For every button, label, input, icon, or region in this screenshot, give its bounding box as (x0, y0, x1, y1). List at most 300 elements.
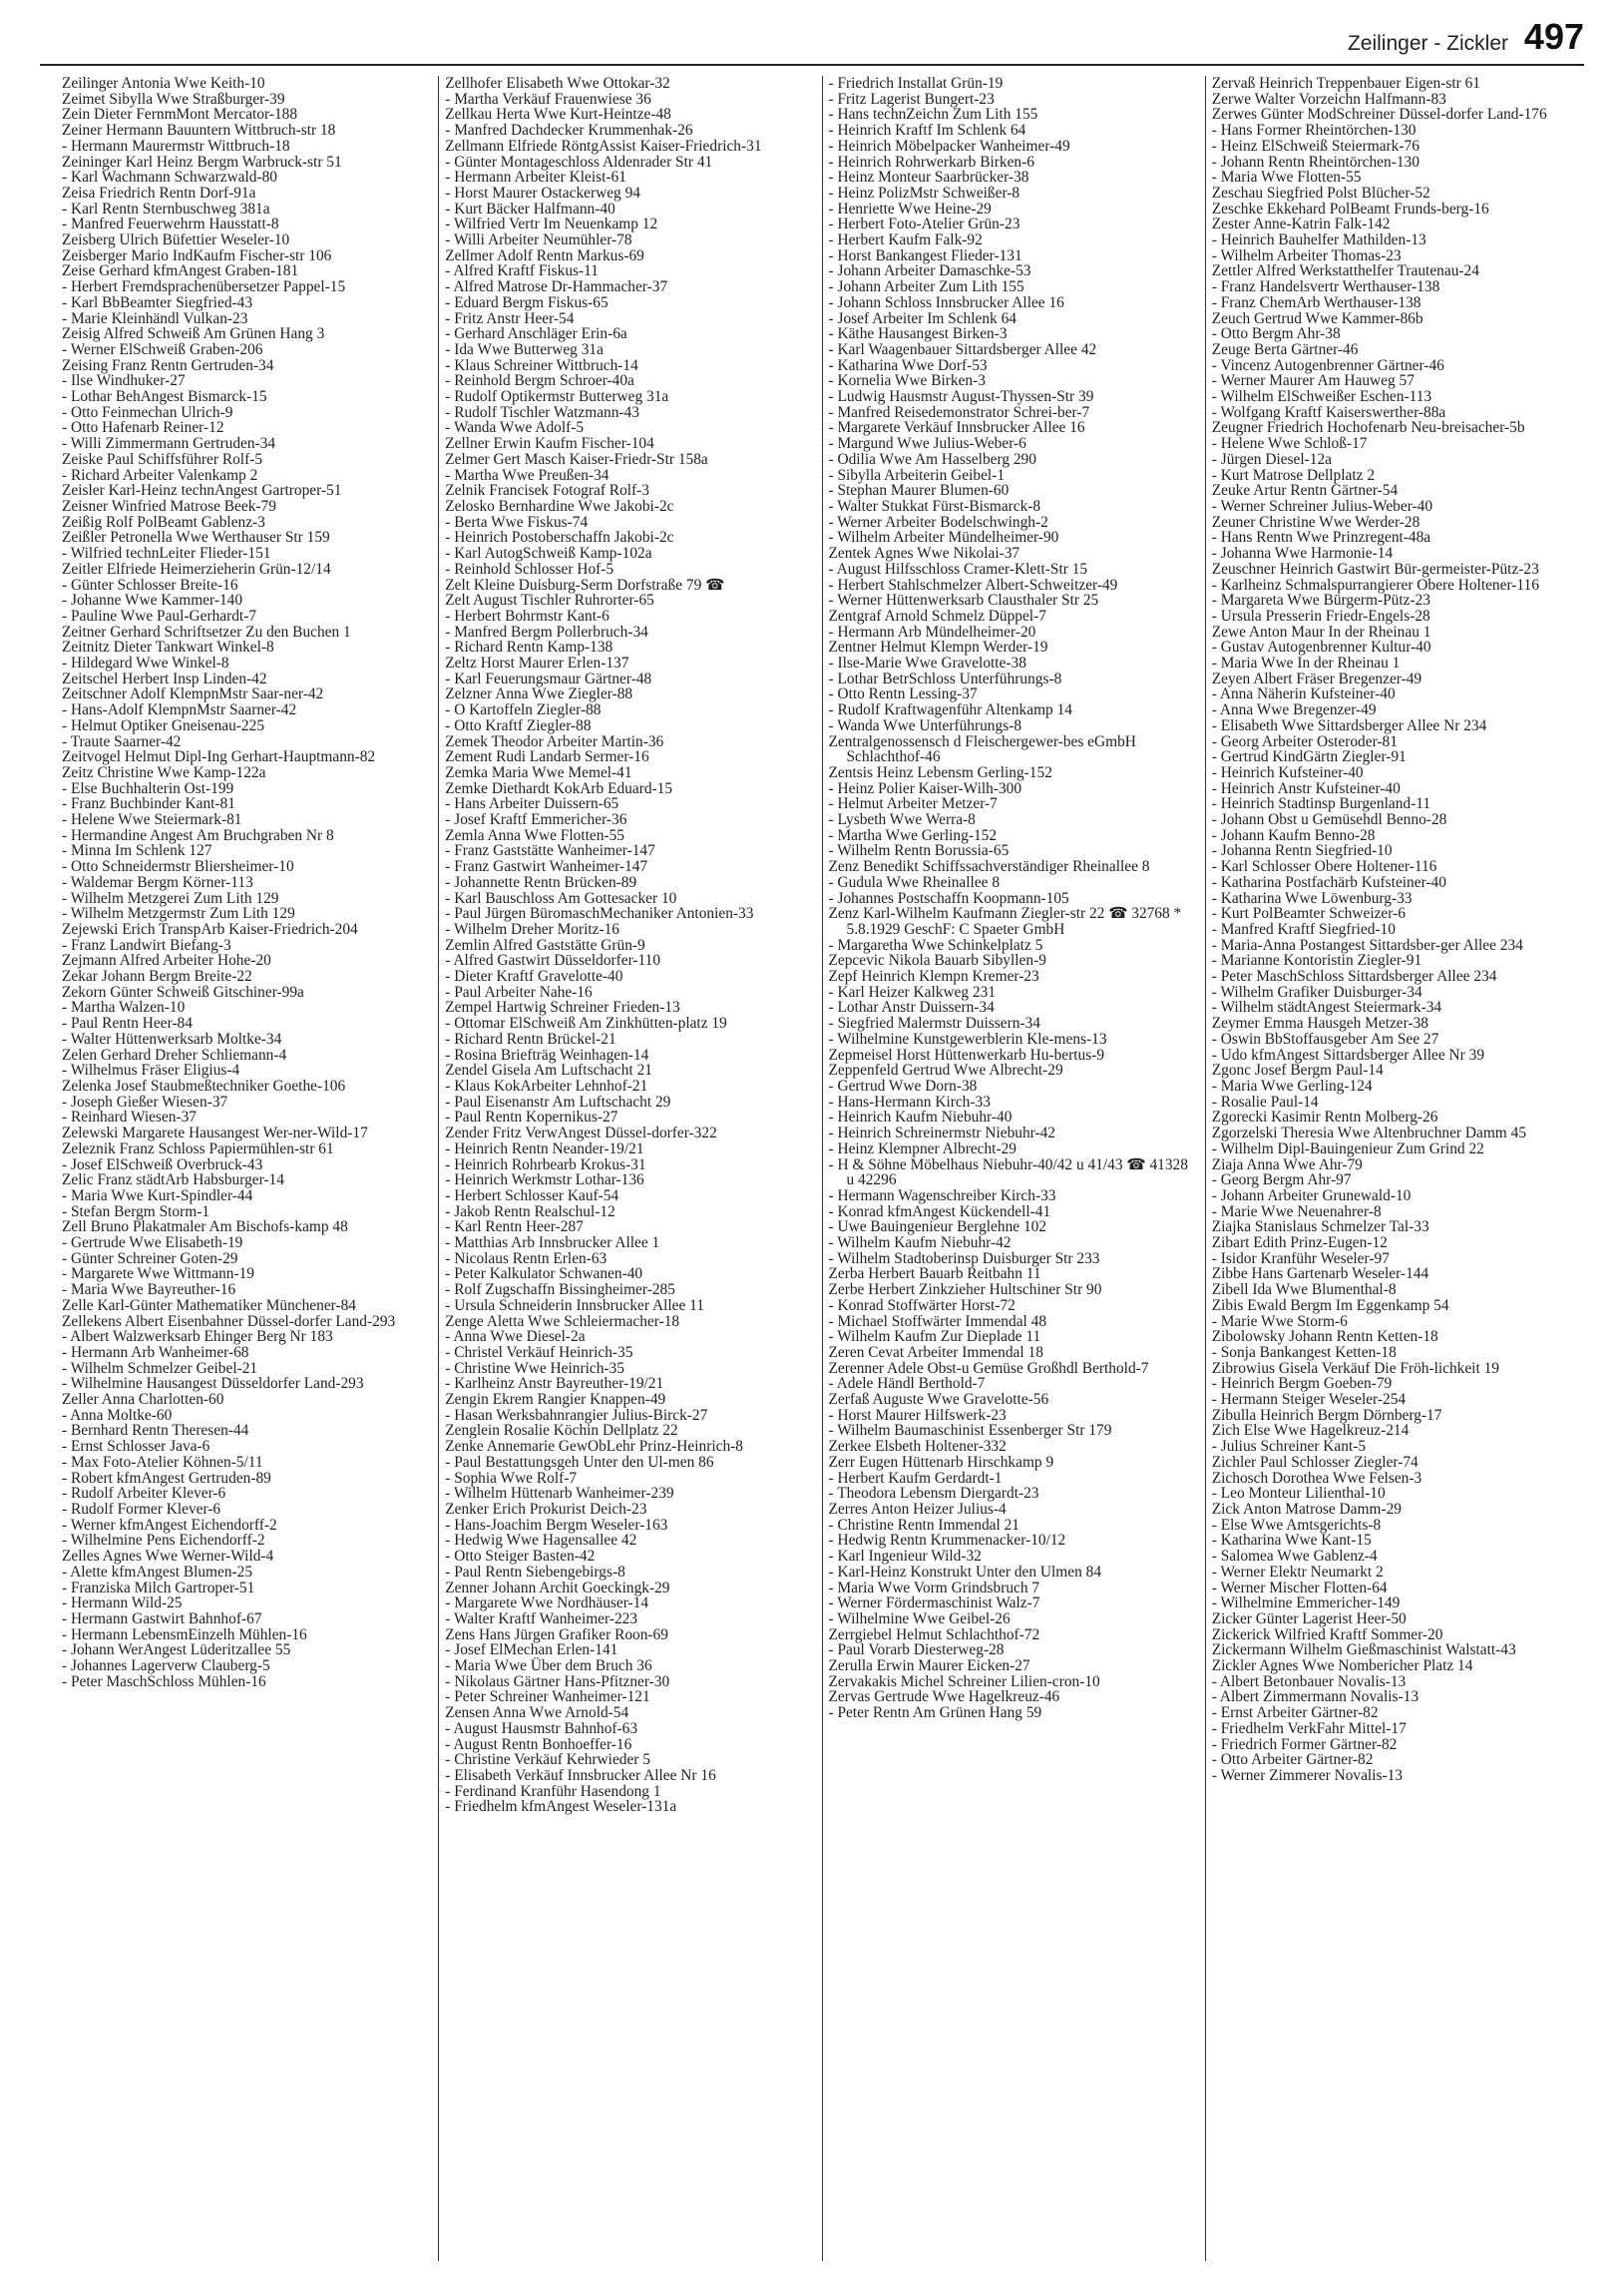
directory-entry: - Ilse-Marie Wwe Gravelotte-38 (828, 655, 1026, 673)
directory-entry: - Helene Wwe Schloß-17 (1211, 435, 1368, 453)
directory-entry: - Albert Walzwerksarb Ehinger Berg Nr 183 (62, 1328, 333, 1346)
directory-column-2 (438, 76, 821, 2261)
directory-entry: - August Hausmstr Bahnhof-63 (445, 1719, 638, 1737)
directory-entry: Zender Fritz VerwAngest Düssel-dorfer-322 (445, 1125, 717, 1142)
directory-entry: Zeitz Christine Wwe Kamp-122a (62, 763, 266, 781)
directory-entry: Zeschau Siegfried Polst Blücher-52 (1211, 184, 1430, 202)
directory-entry: - Wilhelmine Pens Eichendorff-2 (62, 1532, 265, 1550)
directory-entry: - Peter MaschSchloss Mühlen-16 (62, 1672, 266, 1690)
directory-entry: - Maria Wwe Gerling-124 (1211, 1078, 1373, 1095)
directory-entry: - Albert Zimmermann Novalis-13 (1211, 1688, 1420, 1706)
directory-entry: - Rudolf Kraftwagenführ Altenkamp 14 (828, 701, 1072, 719)
directory-entry: - Ilse Windhuker-27 (62, 372, 186, 390)
directory-entry: - Kurt Matrose Dellplatz 2 (1211, 466, 1376, 484)
directory-entry: - Margarete Wwe Nordhäuser-14 (445, 1595, 649, 1612)
directory-entry: Zeitler Elfriede Heimerzieherin Grün-12/14 (62, 560, 331, 578)
directory-entry: - Willi Arbeiter Neumühler-78 (445, 231, 632, 249)
directory-entry: - Adele Händl Berthold-7 (828, 1375, 986, 1393)
directory-entry: - Wanda Wwe Unterführungs-8 (828, 716, 1022, 734)
directory-entry: - Wilhelmine Emmericher-149 (1211, 1595, 1401, 1612)
directory-entry: - Leo Monteur Lilienthal-10 (1211, 1485, 1386, 1503)
directory-entry: - Herbert Fremdsprachenübersetzer Pappel-15 (62, 278, 346, 296)
directory-entry: - Heinrich Rohrbearb Krokus-31 (445, 1155, 646, 1173)
directory-entry: - Kurt Bäcker Halfmann-40 (445, 200, 615, 218)
directory-entry: Zibell Ida Wwe Blumenthal-8 (1211, 1281, 1397, 1299)
directory-entry: - Herbert Stahlschmelzer Albert-Schweitzer-49 (828, 576, 1118, 594)
directory-entry: - Katharina Wwe Kant-15 (1211, 1532, 1372, 1550)
directory-entry: - Otto Hafenarb Reiner-12 (62, 419, 224, 437)
directory-entry: Zelosko Bernhardine Wwe Jakobi-2c (445, 497, 674, 515)
directory-entry: - Margarete Wwe Wittmann-19 (62, 1265, 254, 1283)
directory-entry: Zerres Anton Heizer Julius-4 (828, 1500, 1007, 1518)
directory-entry: - Fritz Lagerist Bungert-23 (828, 90, 995, 108)
directory-entry: Zekar Johann Bergm Breite-22 (62, 968, 252, 986)
directory-entry: - Hans-Hermann Kirch-33 (828, 1093, 991, 1111)
directory-entry: Zellmann Elfriede RöntgAssist Kaiser-Friedrich-31 (445, 137, 762, 155)
directory-entry: - Jürgen Diesel-12a (1211, 450, 1332, 468)
directory-entry: - Reinhold Bergm Schroer-40a (445, 372, 634, 390)
directory-entry: - Werner Elektr Neumarkt 2 (1211, 1563, 1384, 1581)
directory-entry: Zeisig Alfred Schweiß Am Grünen Hang 3 (62, 325, 325, 343)
directory-entry: Ziaja Anna Wwe Ahr-79 (1211, 1155, 1363, 1173)
directory-entry: - Wilhelm städtAngest Steiermark-34 (1211, 999, 1442, 1017)
directory-entry: Zell Bruno Plakatmaler Am Bischofs-kamp 48 (62, 1218, 348, 1236)
directory-entry: Zemek Theodor Arbeiter Martin-36 (445, 732, 664, 750)
directory-entry: Zervas Gertrude Wwe Hagelkreuz-46 (828, 1688, 1060, 1706)
directory-entry: Zeitvogel Helmut Dipl-Ing Gerhart-Hauptmann-82 (62, 748, 376, 766)
directory-entry: - Manfred Feuerwehrm Hausstatt-8 (62, 216, 279, 233)
directory-entry: - Johann Arbeiter Grunewald-10 (1211, 1186, 1412, 1204)
directory-entry: - Heinrich Stadtinsp Burgenland-11 (1211, 795, 1431, 813)
directory-entry: - Uwe Bauingenieur Berglehne 102 (828, 1218, 1047, 1236)
directory-entry: Zelnik Francisek Fotograf Rolf-3 (445, 482, 649, 500)
directory-entry: - Werner Schreiner Julius-Weber-40 (1211, 497, 1433, 515)
directory-entry: - Johanne Wwe Kammer-140 (62, 592, 243, 610)
directory-entry: - Franz Gastwirt Wanheimer-147 (445, 858, 648, 876)
directory-entry: Zichosch Dorothea Wwe Felsen-3 (1211, 1469, 1422, 1487)
directory-entry: Zickermann Wilhelm Gießmaschinist Walstatt-43 (1211, 1641, 1516, 1659)
directory-entry: - Matthias Arb Innsbrucker Allee 1 (445, 1234, 660, 1252)
directory-entry: - Christine Wwe Heinrich-35 (445, 1359, 624, 1377)
directory-entry: - Ursula Presserin Friedr-Engels-28 (1211, 607, 1430, 625)
directory-entry: - Pauline Wwe Paul-Gerhardt-7 (62, 607, 257, 625)
directory-entry: - Karl AutogSchweiß Kamp-102a (445, 545, 652, 563)
directory-entry: - Lothar Anstr Duissern-34 (828, 999, 995, 1017)
directory-entry: - Christine Verkäuf Kehrwieder 5 (445, 1751, 650, 1769)
directory-entry: - Heinrich Postoberschaffn Jakobi-2c (445, 529, 674, 547)
directory-entry: - Paul Vorarb Diesterweg-28 (828, 1641, 1005, 1659)
directory-entry: - Sophia Wwe Rolf-7 (445, 1469, 578, 1487)
directory-entry: Zensen Anna Wwe Arnold-54 (445, 1704, 629, 1722)
directory-entry: - Friedrich Installat Grün-19 (828, 76, 1004, 92)
directory-entry: Zickler Agnes Wwe Nombericher Platz 14 (1211, 1657, 1473, 1675)
directory-entry: - Richard Arbeiter Valenkamp 2 (62, 466, 258, 484)
directory-entry: - Maria Wwe Bayreuther-16 (62, 1281, 236, 1299)
directory-entry: - Siegfried Malermstr Duissern-34 (828, 1015, 1040, 1033)
directory-entry: Zeisberg Ulrich Büfettier Weseler-10 (62, 231, 290, 249)
directory-entry: - Margareta Wwe Bürgerm-Pütz-23 (1211, 592, 1430, 610)
directory-entry: Zerbe Herbert Zinkzieher Hultschiner Str 90 (828, 1281, 1102, 1299)
directory-entry: - Werner Mischer Flotten-64 (1211, 1579, 1388, 1596)
directory-entry: - Fritz Anstr Heer-54 (445, 309, 575, 327)
directory-entry: Zeimet Sibylla Wwe Straßburger-39 (62, 90, 285, 108)
directory-entry: Zerenner Adele Obst-u Gemüse Großhdl Berthold-7 (828, 1359, 1149, 1377)
directory-entry: Zenglein Rosalie Köchin Dellplatz 22 (445, 1422, 678, 1440)
directory-entry: - Richard Rentn Kamp-138 (445, 639, 613, 657)
directory-entry: - Martha Verkäuf Frauenwiese 36 (445, 90, 651, 108)
directory-entry: - Peter Kalkulator Schwanen-40 (445, 1265, 643, 1283)
directory-entry: - Karl BbBeamter Siegfried-43 (62, 293, 253, 311)
directory-entry: Zeisner Winfried Matrose Beek-79 (62, 497, 276, 515)
directory-entry: - Friedrich Former Gärtner-82 (1211, 1735, 1398, 1753)
directory-entry: Zeller Anna Charlotten-60 (62, 1391, 224, 1409)
directory-entry: - Minna Im Schlenk 127 (62, 842, 212, 860)
directory-entry: - Heinrich Werkmstr Lothar-136 (445, 1171, 644, 1189)
directory-entry: Zettler Alfred Werkstatthelfer Trautenau-24 (1211, 262, 1479, 280)
directory-entry: Zervaß Heinrich Treppenbauer Eigen-str 61 (1211, 76, 1481, 92)
directory-entry: - Wilhelm Kaufm Niebuhr-42 (828, 1234, 1012, 1252)
directory-entry: Zeisa Friedrich Rentn Dorf-91a (62, 184, 256, 202)
directory-entry: - Wilhelm Arbeiter Thomas-23 (1211, 246, 1402, 264)
directory-entry: - Hermann Arb Mündelheimer-20 (828, 623, 1036, 641)
directory-entry: - Maria Wwe In der Rheinau 1 (1211, 655, 1401, 673)
directory-entry: - Wilhelmus Fräser Eligius-4 (62, 1062, 240, 1080)
directory-entry: - Gertrud Wwe Dorn-38 (828, 1078, 978, 1095)
directory-entry: - Vincenz Autogenbrenner Gärtner-46 (1211, 356, 1444, 374)
directory-entry: - Hermann Wagenschreiber Kirch-33 (828, 1186, 1056, 1204)
directory-entry: - Nikolaus Gärtner Hans-Pfitzner-30 (445, 1672, 670, 1690)
directory-entry: Zibart Edith Prinz-Eugen-12 (1211, 1234, 1388, 1252)
directory-entry: - Ida Wwe Butterweg 31a (445, 340, 604, 358)
directory-entry: - Katharina Wwe Dorf-53 (828, 356, 988, 374)
directory-entry: - Hans Arbeiter Duissern-65 (445, 795, 619, 813)
directory-entry: - Wilhelmine Wwe Geibel-26 (828, 1609, 1011, 1627)
directory-entry: - Günter Montageschloss Aldenrader Str 41 (445, 153, 713, 171)
directory-entry: - Rosalie Paul-14 (1211, 1093, 1319, 1111)
directory-entry: - Kurt PolBeamter Schweizer-6 (1211, 905, 1406, 923)
directory-entry: - Hermann Steiger Weseler-254 (1211, 1391, 1407, 1409)
directory-entry: - Hermann LebensmEinzelh Mühlen-16 (62, 1625, 307, 1643)
directory-entry: - Christine Rentn Immendal 21 (828, 1516, 1019, 1534)
directory-entry: - Gudula Wwe Rheinallee 8 (828, 873, 1001, 891)
directory-entry: - Heinrich Schreinermstr Niebuhr-42 (828, 1125, 1055, 1142)
directory-entry: - Salomea Wwe Gablenz-4 (1211, 1548, 1378, 1566)
directory-entry: - Anna Wwe Diesel-2a (445, 1328, 586, 1346)
directory-entry: Zekorn Günter Schweiß Gitschiner-99a (62, 983, 304, 1001)
directory-entry: Zeininger Karl Heinz Bergm Warbruck-str 51 (62, 153, 342, 171)
directory-entry: - Rudolf Former Klever-6 (62, 1500, 221, 1518)
directory-entry: - Christel Verkäuf Heinrich-35 (445, 1343, 633, 1361)
directory-entry: - Rudolf Optikermstr Butterweg 31a (445, 388, 669, 406)
directory-entry: - Günter Schlosser Breite-16 (62, 576, 238, 594)
directory-entry: - Traute Saarner-42 (62, 732, 182, 750)
directory-entry: Zejmann Alfred Arbeiter Hohe-20 (62, 952, 271, 970)
directory-entry: - Peter Rentn Am Grünen Hang 59 (828, 1704, 1042, 1722)
directory-entry: Zentralgenossensch d Fleischergewer-bes eGmbH Schlachthof-46 (828, 732, 1136, 766)
directory-entry: - Wilhelm Stadtoberinsp Duisburger Str 233 (828, 1249, 1100, 1267)
directory-entry: - Konrad Stoffwärter Horst-72 (828, 1296, 1015, 1314)
directory-entry: Zeyen Albert Fräser Bregenzer-49 (1211, 670, 1422, 687)
directory-entry: Zemke Diethardt KokArb Eduard-15 (445, 779, 673, 797)
directory-entry: - Walter Stukkat Fürst-Bismarck-8 (828, 497, 1041, 515)
directory-entry: - Heinrich Bauhelfer Mathilden-13 (1211, 231, 1426, 249)
directory-entry: - Heinrich Kaufm Niebuhr-40 (828, 1109, 1013, 1127)
directory-entry: Zelenka Josef Staubmeßtechniker Goethe-106 (62, 1078, 346, 1095)
directory-entry: - Otto Arbeiter Gärtner-82 (1211, 1751, 1374, 1769)
directory-entry: Zeppenfeld Gertrud Wwe Albrecht-29 (828, 1062, 1063, 1080)
directory-entry: Zicker Günter Lagerist Heer-50 (1211, 1609, 1407, 1627)
directory-entry: Zeißler Petronella Wwe Werthauser Str 159 (62, 529, 330, 547)
directory-entry: Zengin Ekrem Rangier Knappen-49 (445, 1391, 666, 1409)
directory-entry: Zich Else Wwe Hagelkreuz-214 (1211, 1422, 1410, 1440)
directory-entry: - Rudolf Tischler Watzmann-43 (445, 403, 639, 421)
directory-entry: - Franziska Milch Gartroper-51 (62, 1579, 255, 1596)
directory-entry: - Johann Arbeiter Zum Lith 155 (828, 278, 1024, 296)
directory-entry: - Heinz ElSchweiß Steiermark-76 (1211, 137, 1420, 155)
directory-entry: Zemlin Alfred Gaststätte Grün-9 (445, 936, 645, 954)
directory-entry: - Anna Moltke-60 (62, 1406, 173, 1424)
directory-entry: Zentner Helmut Klempn Werder-19 (828, 639, 1048, 657)
directory-entry: Ziajka Stanislaus Schmelzer Tal-33 (1211, 1218, 1429, 1236)
directory-entry: Zeleznik Franz Schloss Papiermühlen-str 61 (62, 1140, 334, 1157)
directory-column-3 (822, 76, 1205, 2261)
directory-entry: - Joseph Gießer Wiesen-37 (62, 1093, 228, 1111)
directory-entry: - Wilhelm Hüttenarb Wanheimer-239 (445, 1485, 674, 1503)
directory-entry: - Anna Wwe Bregenzer-49 (1211, 701, 1377, 719)
directory-entry: - Otto Kraftf Ziegler-88 (445, 716, 592, 734)
directory-entry: - Willi Zimmermann Gertruden-34 (62, 435, 276, 453)
directory-entry: - Heinz PolizMstr Schweißer-8 (828, 184, 1020, 202)
directory-entry: - Johann Arbeiter Damaschke-53 (828, 262, 1031, 280)
directory-entry: Zick Anton Matrose Damm-29 (1211, 1500, 1402, 1518)
directory-entry: Zellekens Albert Eisenbahner Düssel-dorfer Land-293 (62, 1312, 396, 1330)
directory-entry: Zgorecki Kasimir Rentn Molberg-26 (1211, 1109, 1438, 1127)
directory-entry: - Ludwig Hausmstr August-Thyssen-Str 39 (828, 388, 1094, 406)
directory-entry: Zepcevic Nikola Bauarb Sibyllen-9 (828, 952, 1046, 970)
directory-entry: - Ferdinand Kranführ Hasendong 1 (445, 1782, 661, 1800)
directory-entry: Zejewski Erich TranspArb Kaiser-Friedrich-204 (62, 920, 358, 938)
directory-entry: - Wilhelm Arbeiter Mündelheimer-90 (828, 529, 1059, 547)
running-title: Zeilinger - Zickler (1347, 32, 1508, 55)
directory-entry: Zellmer Adolf Rentn Markus-69 (445, 246, 644, 264)
directory-entry: - Elisabeth Verkäuf Innsbrucker Allee Nr 16 (445, 1766, 716, 1784)
directory-entry: Zelic Franz städtArb Habsburger-14 (62, 1171, 284, 1189)
directory-entry: - Marie Wwe Neuenahrer-8 (1211, 1202, 1382, 1220)
directory-entry: - Reinhold Schlosser Hof-5 (445, 560, 614, 578)
directory-entry: - Käthe Hausangest Birken-3 (828, 325, 1008, 343)
directory-entry: - Theodora Lebensm Diergardt-23 (828, 1485, 1039, 1503)
directory-entry: - Wilhelmine Hausangest Düsseldorfer Land-293 (62, 1375, 364, 1393)
directory-entry: Zibolowsky Johann Rentn Ketten-18 (1211, 1328, 1438, 1346)
directory-entry: - Klaus Schreiner Wittbruch-14 (445, 356, 638, 374)
directory-entry: - Udo kfmAngest Sittardsberger Allee Nr 39 (1211, 1046, 1485, 1064)
directory-entry: - Albert Betonbauer Novalis-13 (1211, 1672, 1407, 1690)
directory-entry: Zeiske Paul Schiffsführer Rolf-5 (62, 450, 263, 468)
directory-entry: Zeltz Horst Maurer Erlen-137 (445, 655, 629, 673)
directory-entry: - Elisabeth Wwe Sittardsberger Allee Nr 234 (1211, 716, 1487, 734)
directory-entry: - Nicolaus Rentn Erlen-63 (445, 1249, 608, 1267)
directory-entry: - Werner Zimmerer Novalis-13 (1211, 1766, 1403, 1784)
directory-entry: Zerulla Erwin Maurer Eicken-27 (828, 1657, 1030, 1675)
directory-entry: - Karl Waagenbauer Sittardsberger Allee 42 (828, 340, 1097, 358)
directory-entry: - Horst Bankangest Flieder-131 (828, 246, 1022, 264)
directory-entry: - Katharina Wwe Löwenburg-33 (1211, 889, 1413, 907)
directory-entry: - Odilia Wwe Am Hasselberg 290 (828, 450, 1036, 468)
directory-entry: - Wilhelm Kaufm Zur Dieplade 11 (828, 1328, 1041, 1346)
directory-entry: Zerrgiebel Helmut Schlachthof-72 (828, 1625, 1040, 1643)
directory-entry: - Marianne Kontoristin Ziegler-91 (1211, 952, 1422, 970)
directory-entry: - Karl-Heinz Konstrukt Unter den Ulmen 84 (828, 1563, 1102, 1581)
directory-entry: - Wilhelm ElSchweißer Eschen-113 (1211, 388, 1432, 406)
directory-entry: - Karl Bauschloss Am Gottesacker 10 (445, 889, 677, 907)
directory-entry: - Wilhelm Grafiker Duisburger-34 (1211, 983, 1422, 1001)
directory-entry: - Horst Maurer Ostackerweg 94 (445, 184, 640, 202)
directory-entry: - Else Buchhalterin Ost-199 (62, 779, 234, 797)
directory-entry: - Manfred Reisedemonstrator Schrei-ber-7 (828, 403, 1090, 421)
directory-entry: - Alfred Gastwirt Düsseldorfer-110 (445, 952, 661, 970)
directory-entry: Zendel Gisela Am Luftschacht 21 (445, 1062, 652, 1080)
directory-entry: - Hermandine Angest Am Bruchgraben Nr 8 (62, 826, 334, 844)
directory-entry: - Wilhelm Baumaschinist Essenberger Str 179 (828, 1422, 1112, 1440)
directory-entry: - Franz Gaststätte Wanheimer-147 (445, 842, 655, 860)
directory-entry: Zeuschner Heinrich Gastwirt Bür-germeister-Pütz-23 (1211, 560, 1539, 578)
directory-entry: - Josef Kraftf Emmericher-36 (445, 811, 627, 829)
directory-entry: - Werner Fördermaschinist Walz-7 (828, 1595, 1040, 1612)
directory-entry: Zickerick Wilfried Kraftf Sommer-20 (1211, 1625, 1443, 1643)
directory-entry: Zentsis Heinz Lebensm Gerling-152 (828, 763, 1052, 781)
directory-entry: - Martha Walzen-10 (62, 999, 186, 1017)
directory-entry: - Else Wwe Amtsgerichts-8 (1211, 1516, 1382, 1534)
directory-entry: - Werner Arbeiter Bodelschwingh-2 (828, 513, 1048, 531)
directory-entry: Zewe Anton Maur In der Rheinau 1 (1211, 623, 1431, 641)
directory-entry: Zenge Aletta Wwe Schleiermacher-18 (445, 1312, 680, 1330)
directory-entry: Zgonc Josef Bergm Paul-14 (1211, 1062, 1384, 1080)
directory-entry: - Max Foto-Atelier Köhnen-5/11 (62, 1453, 263, 1471)
directory-entry: - Wilfried technLeiter Flieder-151 (62, 545, 271, 563)
directory-entry: Zelt Kleine Duisburg-Serm Dorfstraße 79 ☎ (445, 576, 725, 594)
directory-entry: - Helene Wwe Steiermark-81 (62, 811, 242, 829)
directory-entry: - Hermann Wild-25 (62, 1595, 183, 1612)
directory-entry: Zerba Herbert Bauarb Reitbahn 11 (828, 1265, 1041, 1283)
directory-entry: - Hermann Maurermstr Wittbruch-18 (62, 137, 290, 155)
directory-entry: Zerkee Elsbeth Holtener-332 (828, 1438, 1007, 1456)
directory-entry: Zervakakis Michel Schreiner Lilien-cron-10 (828, 1672, 1100, 1690)
directory-entry: - Heinrich Möbelpacker Wanheimer-49 (828, 137, 1070, 155)
directory-entry: - Karl Wachmann Schwarzwald-80 (62, 169, 278, 187)
directory-entry: Zellkau Herta Wwe Kurt-Heintze-48 (445, 106, 671, 124)
directory-entry: - Friedhelm kfmAngest Weseler-131a (445, 1798, 677, 1816)
directory-entry: - Margaretha Wwe Schinkelplatz 5 (828, 936, 1043, 954)
directory-entry: - Gertrud KindGärtn Ziegler-91 (1211, 748, 1407, 766)
directory-entry: - Otto Schneidermstr Bliersheimer-10 (62, 858, 294, 876)
directory-entry: - Paul Jürgen BüromaschMechaniker Antonien-33 (445, 905, 754, 923)
directory-entry: - Johann Kaufm Benno-28 (1211, 826, 1376, 844)
directory-entry: - Martha Wwe Preußen-34 (445, 466, 609, 484)
directory-entry: - Wolfgang Kraftf Kaiserswerther-88a (1211, 403, 1446, 421)
directory-entry: - Hans Rentn Wwe Prinzregent-48a (1211, 529, 1431, 547)
directory-entry: Zentek Agnes Wwe Nikolai-37 (828, 545, 1020, 563)
directory-entry: - Rolf Zugschaffn Bissingheimer-285 (445, 1281, 675, 1299)
directory-entry: Zeitner Gerhard Schriftsetzer Zu den Buchen 1 (62, 623, 351, 641)
directory-entry: - Maria Wwe Vorm Grindsbruch 7 (828, 1579, 1040, 1596)
directory-entry: Zepmeisel Horst Hüttenwerkarb Hu-bertus-9 (828, 1046, 1105, 1064)
directory-entry: Zeiner Hermann Bauuntern Wittbruch-str 18 (62, 122, 336, 140)
directory-entry: - Paul Rentn Kopernikus-27 (445, 1109, 618, 1127)
directory-entry: - Martha Wwe Gerling-152 (828, 826, 998, 844)
directory-entry: - Maria Wwe Kurt-Spindler-44 (62, 1186, 253, 1204)
directory-entry: - Lysbeth Wwe Werra-8 (828, 811, 976, 829)
directory-entry: - Heinz Klempner Albrecht-29 (828, 1140, 1016, 1157)
directory-entry: - Hedwig Rentn Krummenacker-10/12 (828, 1532, 1066, 1550)
directory-entry: - Hans-Adolf KlempnMstr Saarner-42 (62, 701, 297, 719)
directory-entry: - Julius Schreiner Kant-5 (1211, 1438, 1367, 1456)
directory-entry: - Rudolf Arbeiter Klever-6 (62, 1485, 226, 1503)
directory-entry: Zeugner Friedrich Hochofenarb Neu-breisacher-5b (1211, 419, 1525, 437)
directory-entry: Zenke Annemarie GewObLehr Prinz-Heinrich-8 (445, 1438, 743, 1456)
directory-entry: - Wilhelm Rentn Borussia-65 (828, 842, 1010, 860)
directory-entry: Zein Dieter FernmMont Mercator-188 (62, 106, 298, 124)
directory-entry: Zempel Hartwig Schreiner Frieden-13 (445, 999, 680, 1017)
directory-entry: - August Hilfsschloss Cramer-Klett-Str 15 (828, 560, 1088, 578)
directory-entry: Zement Rudi Landarb Sermer-16 (445, 748, 649, 766)
directory-entry: - Maria Wwe Über dem Bruch 36 (445, 1657, 652, 1675)
directory-entry: - Stephan Maurer Blumen-60 (828, 482, 1010, 500)
directory-entry: - Johannette Rentn Brücken-89 (445, 873, 637, 891)
directory-entry: Zerwe Walter Vorzeichn Halfmann-83 (1211, 90, 1446, 108)
directory-entry: - Oswin BbStoffausgeber Am See 27 (1211, 1030, 1439, 1048)
directory-entry: - Heinrich Bergm Goeben-79 (1211, 1375, 1393, 1393)
directory-entry: - Herbert Foto-Atelier Grün-23 (828, 216, 1020, 233)
directory-entry: - O Kartoffeln Ziegler-88 (445, 701, 602, 719)
directory-entry: - Berta Wwe Fiskus-74 (445, 513, 589, 531)
directory-entry: Zester Anne-Katrin Falk-142 (1211, 216, 1391, 233)
directory-entry: Zerwes Günter ModSchreiner Düssel-dorfer Land-176 (1211, 106, 1547, 124)
directory-entry: - Heinz Polier Kaiser-Wilh-300 (828, 779, 1022, 797)
directory-entry: - Isidor Kranführ Weseler-97 (1211, 1249, 1390, 1267)
directory-entry: - Heinrich Rentn Neander-19/21 (445, 1140, 644, 1157)
directory-entry: - Johann Rentn Rheintörchen-130 (1211, 153, 1420, 171)
directory-entry: - Heinrich Kraftf Im Schlenk 64 (828, 122, 1026, 140)
directory-entry: Zeuge Berta Gärtner-46 (1211, 340, 1359, 358)
directory-entry: Zeitnitz Dieter Tankwart Winkel-8 (62, 639, 274, 657)
directory-entry: - Karlheinz Schmalspurrangierer Obere Holtener-116 (1211, 576, 1539, 594)
directory-entry: Zeuch Gertrud Wwe Kammer-86b (1211, 309, 1423, 327)
directory-entry: Zeising Franz Rentn Gertruden-34 (62, 356, 274, 374)
directory-entry: Zellhofer Elisabeth Wwe Ottokar-32 (445, 76, 670, 92)
directory-entry: - Peter Schreiner Wanheimer-121 (445, 1688, 650, 1706)
directory-entry: - Paul Rentn Heer-84 (62, 1015, 193, 1033)
directory-entry: - Franz Buchbinder Kant-81 (62, 795, 235, 813)
directory-entry: - Manfred Kraftf Siegfried-10 (1211, 920, 1396, 938)
directory-entry: - Katharina Postfachärb Kufsteiner-40 (1211, 873, 1446, 891)
directory-entry: - Hasan Werksbahnrangier Julius-Birck-27 (445, 1406, 708, 1424)
directory-entry: Zeschke Ekkehard PolBeamt Frunds-berg-16 (1211, 200, 1489, 218)
directory-entry: - Marie Kleinhändl Vulkan-23 (62, 309, 248, 327)
directory-entry: - Ernst Arbeiter Gärtner-82 (1211, 1704, 1379, 1722)
page-header (40, 14, 1584, 66)
directory-column-1 (56, 76, 438, 2261)
directory-entry: - Walter Kraftf Wanheimer-223 (445, 1609, 638, 1627)
directory-entry: - Herbert Schlosser Kauf-54 (445, 1186, 619, 1204)
directory-entry: - Lothar BetrSchloss Unterführungs-8 (828, 670, 1062, 687)
directory-entry: - Heinrich Rohrwerkarb Birken-6 (828, 153, 1034, 171)
directory-entry: - Werner Hüttenwerksarb Clausthaler Str 25 (828, 592, 1099, 610)
directory-entry: - Wilhelm Metzgermstr Zum Lith 129 (62, 905, 295, 923)
directory-entry: - Marie Wwe Storm-6 (1211, 1312, 1348, 1330)
directory-entry: - Karl Rentn Sternbuschweg 381a (62, 200, 270, 218)
directory-entry: Zenner Johann Archit Goeckingk-29 (445, 1579, 670, 1596)
directory-entry: - Herbert Kaufm Falk-92 (828, 231, 983, 249)
